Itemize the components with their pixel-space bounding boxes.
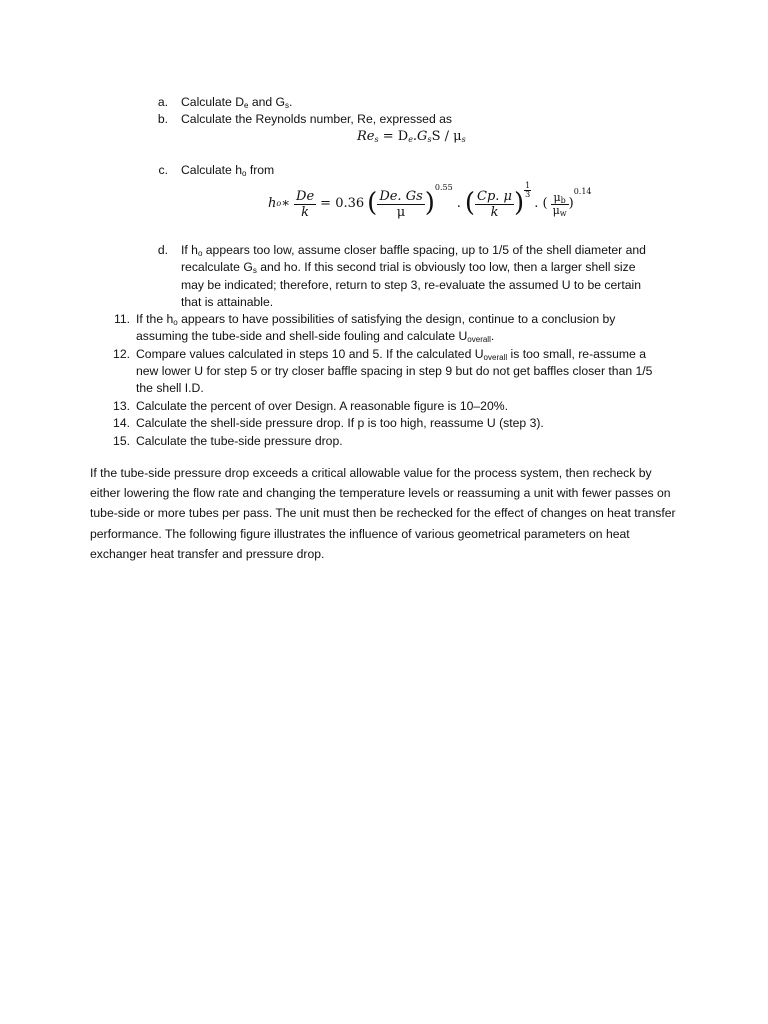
n11-l2a: assuming the tube-side and shell-side fouling and calculate U [136, 329, 468, 343]
sub-b: b [560, 195, 566, 205]
list-marker-15: 15. [113, 434, 130, 448]
n11-l2b: . [490, 329, 495, 343]
item-a [181, 94, 292, 112]
item-11-line2 [136, 328, 494, 346]
item-a-text: Calculate D [181, 95, 244, 109]
item-12-line2: new lower U for step 5 or try closer baffle spacing in step 9 but do not get baffles closer than 1/5 [136, 364, 653, 378]
item-d-line2 [181, 259, 636, 277]
body-paragraph: If the tube-side pressure drop exceeds a critical allowable value for the process system, then recheck by either lowering the flow rate and changing the temperature levels or reassuming a unit with fewer passes on tube-side or more tubes per pass. The unit must then be rechecked for the effect of changes on heat transfer performance. The following figure illustrates the influence of various geometrical parameters on heat exchanger heat transfer and pressure drop. [90, 466, 676, 561]
d-l2-sub: s [252, 266, 257, 275]
frac-den: k [301, 204, 310, 220]
list-marker-14: 14. [113, 416, 130, 430]
item-c-text: Calculate h [181, 163, 242, 177]
list-marker-a: a. [157, 95, 168, 109]
item-d-line4: that is attainable. [181, 295, 274, 309]
fraction-de-k [294, 189, 316, 220]
frac-num: De. Gs [379, 188, 423, 204]
item-a-mid: and G [248, 95, 286, 109]
list-marker-b: b. [157, 112, 168, 126]
frac-den: μ [396, 204, 406, 220]
eq-de: = D [378, 129, 409, 144]
eq-re-sub: s [374, 135, 379, 144]
list-marker-c: c. [158, 163, 168, 177]
n11-l1a: If the h [136, 312, 174, 326]
reynolds-equation [357, 128, 466, 146]
exp-one-third [524, 182, 531, 199]
eq-star: ∗ [281, 196, 291, 212]
mu-b: μ [553, 190, 561, 204]
exp-num: 1 [525, 181, 531, 190]
item-15-text: Calculate the tube-side pressure drop. [136, 434, 343, 448]
eq-re: Re [357, 129, 375, 144]
list-marker-d: d. [157, 243, 168, 257]
eq-rest: S / μ [431, 129, 462, 144]
d-l2a: recalculate G [181, 260, 253, 274]
item-c-end: from [246, 163, 275, 177]
fraction-cpmu-k [475, 189, 514, 220]
list-marker-13: 13. [113, 399, 130, 413]
n12-l1b: is too small, re-assume a [507, 347, 646, 361]
d-l1-sub: o [197, 249, 203, 258]
item-13-text: Calculate the percent of over Design. A reasonable figure is 10–20%. [136, 399, 508, 413]
sub-s: s [285, 101, 290, 110]
sub-w: w [559, 208, 567, 218]
sub-e: e [244, 101, 249, 110]
eq-h: h [268, 196, 277, 212]
d-l2b: and ho. If this second trial is obviously too low, then a larger shell size [256, 260, 636, 274]
item-d-line1 [181, 242, 646, 260]
frac-den: k [490, 204, 499, 220]
list-marker-12: 12. [113, 347, 130, 361]
item-a-end: . [289, 95, 293, 109]
item-12-line3: the shell I.D. [136, 381, 204, 395]
eq-g-sub: s [427, 135, 432, 144]
eq-g: .G [412, 129, 428, 144]
list-marker-11: 11. [113, 312, 130, 326]
d-l1a: If h [181, 243, 198, 257]
item-c [181, 162, 274, 180]
exp-den: 3 [525, 190, 531, 199]
n12-l1a: Compare values calculated in steps 10 and 5. If the calculated U [136, 347, 484, 361]
item-12-line1 [136, 346, 646, 364]
ho-equation: h o ∗ $\frac{De}{k}$ = 0.36 ( $\frac{De. Gs}{\mu}$ ) 0.55 . ( $\frac{Cp. \mu}{k}$ ) $\frac{1}{3}$ . ( $\frac{\mu_b}{\mu_w}$ ) 0.14 [268, 181, 592, 220]
eq-mu-sub: s [461, 135, 466, 144]
item-d-line3: may be indicated; therefore, return to step 3, re-evaluate the assumed U to be certain [181, 278, 641, 292]
fraction-mub-muw [551, 192, 569, 217]
n11-l1b: appears to have possibilities of satisfying the design, continue to a conclusion by [177, 312, 616, 326]
fraction-degs-mu [377, 189, 424, 220]
eq-de-sub: e [408, 135, 413, 144]
item-c-sub: o [241, 169, 247, 178]
n12-l1-sub: overall [483, 353, 508, 362]
item-11-line1 [136, 311, 615, 329]
d-l1b: appears too low, assume closer baffle spacing, up to 1/5 of the shell diameter and [202, 243, 646, 257]
n11-l1-sub: o [173, 318, 178, 327]
frac-num: De [296, 188, 315, 204]
n11-l2-sub: overall [467, 335, 491, 344]
mu-w: μ [552, 203, 560, 217]
frac-num: Cp. μ [477, 188, 512, 204]
eq-coef: = 0.36 [320, 196, 365, 212]
item-b-text: Calculate the Reynolds number, Re, expressed as [181, 112, 452, 126]
item-14-text: Calculate the shell-side pressure drop. If p is too high, reassume U (step 3). [136, 416, 544, 430]
